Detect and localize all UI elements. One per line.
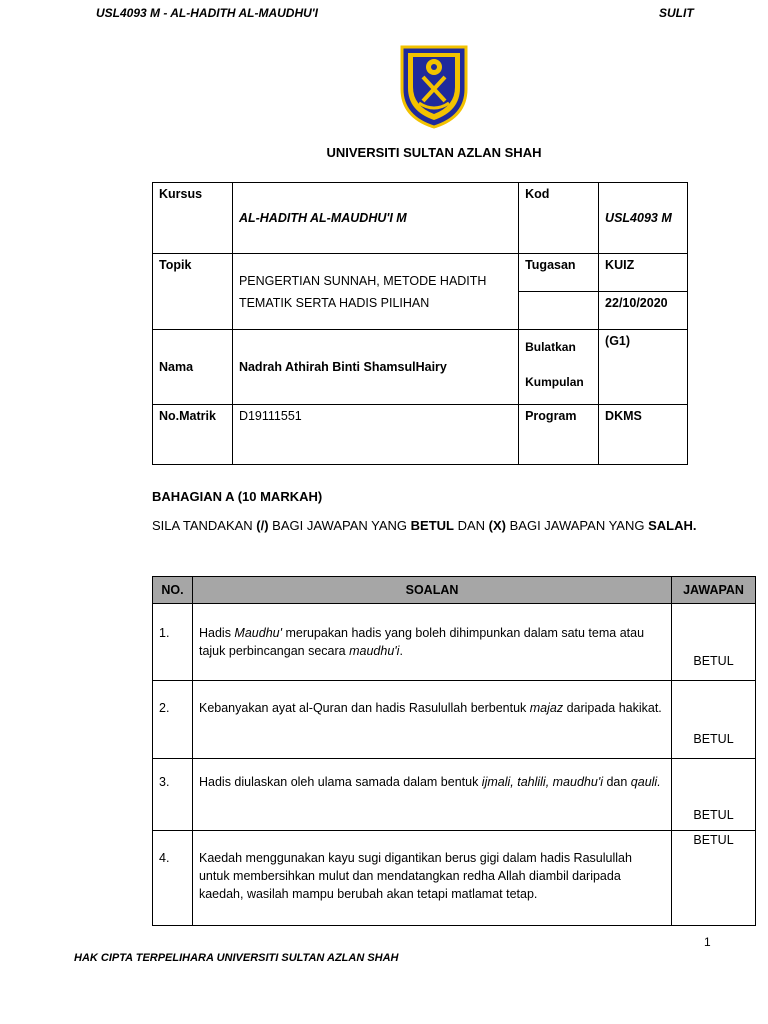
nama-value: Nadrah Athirah Binti ShamsulHairy [232,330,518,405]
university-name: UNIVERSITI SULTAN AZLAN SHAH [326,145,542,160]
section-instructions: SILA TANDAKAN (/) BAGI JAWAPAN YANG BETUL DAN (X) BAGI JAWAPAN YANG SALAH. [152,518,697,533]
university-crest-logo [399,43,469,129]
course-info-table [152,182,688,465]
question-text: Hadis diulaskan oleh ulama samada dalam bentuk ijmali, tahlili, maudhu'i dan qauli. [192,759,671,831]
question-text: Kebanyakan ayat al-Quran dan hadis Rasulullah berbentuk majaz daripada hakikat. [192,681,671,759]
table-row: 3. Hadis diulaskan oleh ulama samada dalam bentuk ijmali, tahlili, maudhu'i dan qauli. BETUL [153,759,756,831]
col-no-header: NO. [153,577,193,604]
answer-cell: BETUL [672,604,756,681]
kursus-value: AL-HADITH AL-MAUDHU'I M [232,183,518,254]
matrik-label: No.Matrik [153,405,233,465]
topik-label: Topik [153,254,233,330]
tugasan-value: KUIZ [599,254,688,292]
question-text: Kaedah menggunakan kayu sugi digantikan berus gigi dalam hadis Rasulullah untuk membersihkan mulut dan mendatangkan redha Allah diambil daripada kaedah, wasilah mampu berubah akan tetapi matlamat tetap. [192,831,671,926]
date-value: 22/10/2020 [599,292,688,330]
kursus-label: Kursus [153,183,233,254]
kod-value: USL4093 M [599,183,688,254]
topik-value: PENGERTIAN SUNNAH, METODE HADITH TEMATIK SERTA HADIS PILIHAN [232,254,518,330]
table-row: 1. Hadis Maudhu' merupakan hadis yang boleh dihimpunkan dalam satu tema atau tajuk perbincangan secara maudhu'i. BETUL [153,604,756,681]
question-text: Hadis Maudhu' merupakan hadis yang boleh dihimpunkan dalam satu tema atau tajuk perbincangan secara maudhu'i. [192,604,671,681]
matrik-value: D19111551 [232,405,518,465]
table-row: 4. Kaedah menggunakan kayu sugi digantikan berus gigi dalam hadis Rasulullah untuk membersihkan mulut dan mendatangkan redha Allah diambil daripada kaedah, wasilah mampu berubah akan tetapi matlamat tetap. BETUL [153,831,756,926]
answer-cell: BETUL [672,831,756,926]
program-value: DKMS [599,405,688,465]
running-header-classification: SULIT [659,6,694,20]
questions-table [152,576,756,926]
col-jawapan-header: JAWAPAN [672,577,756,604]
table-row: 2. Kebanyakan ayat al-Quran dan hadis Rasulullah berbentuk majaz daripada hakikat. BETUL [153,681,756,759]
section-title: BAHAGIAN A (10 MARKAH) [152,489,323,504]
kod-label: Kod [519,183,599,254]
answer-cell: BETUL [672,681,756,759]
nama-label: Nama [153,330,233,405]
answer-cell: BETUL [672,759,756,831]
running-header-title: USL4093 M - AL-HADITH AL-MAUDHU'I [96,6,318,20]
kumpulan-label: Bulatkan Kumpulan [519,330,599,405]
program-label: Program [519,405,599,465]
copyright-footer: HAK CIPTA TERPELIHARA UNIVERSITI SULTAN AZLAN SHAH [74,952,399,964]
page-number: 1 [704,935,711,949]
col-soalan-header: SOALAN [192,577,671,604]
tugasan-label: Tugasan [519,254,599,292]
kumpulan-value: (G1) [599,330,688,405]
